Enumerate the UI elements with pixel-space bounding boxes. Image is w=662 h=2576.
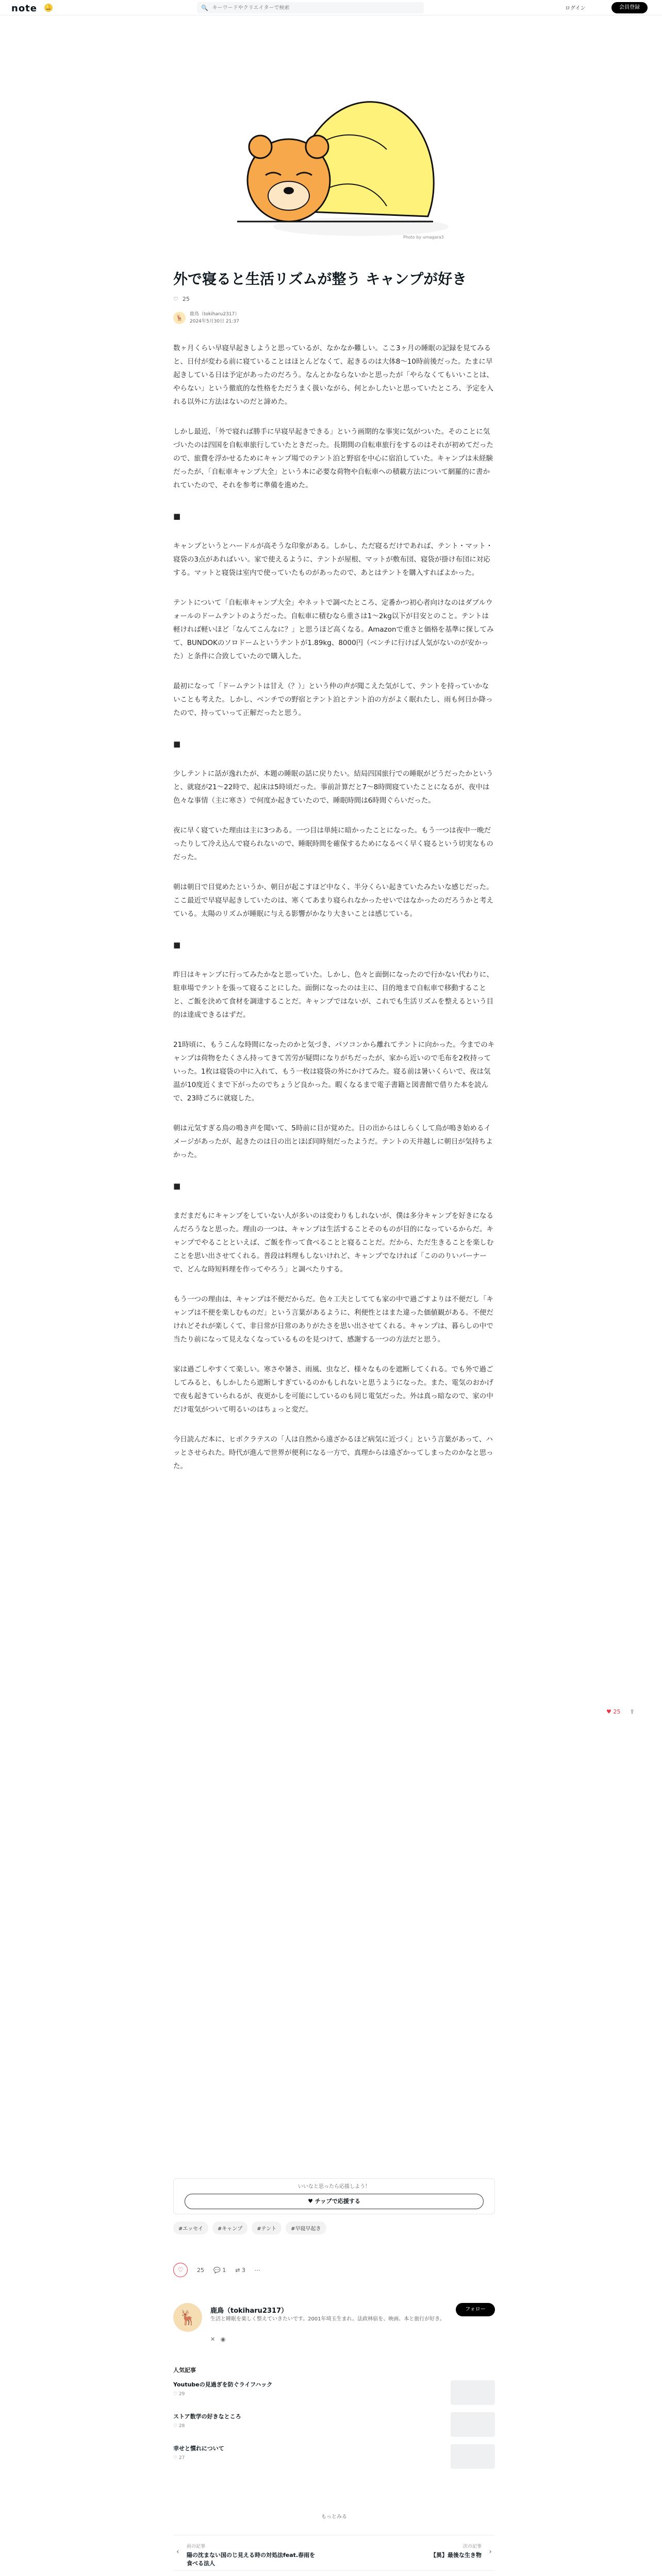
see-more-link[interactable]: もっとみる	[321, 2514, 347, 2520]
tip-button[interactable]: ♥ チップで応援する	[185, 2194, 484, 2209]
photo-credit: Photo by umagara3	[403, 235, 444, 240]
login-link[interactable]: ログイン	[565, 6, 586, 11]
paragraph: 少しテントに話が逸れたが、本題の睡眠の話に戻りたい。結局四国旅行での睡眠がどうだったかというと、就寝が21〜22時で、起床は5時頃だった。事前計算だと7〜8時間寝ていたことになるが、夜中は色々な事情（主に寒さ）で何度か起きていたので、睡眠時間は6時間ぐらいだった。	[173, 770, 493, 805]
thumbnail	[451, 2412, 495, 2437]
paragraph: まだまだもにキャンプをしていない人が多いのは変わりもしれないが、僕は多分キャンプを好きになるんだろうなと思った。理由の一つは、キャンプは生活することそのものが目的になっているからだ。キャンプでやることといえば、ご飯を作って食べることと寝ることだ。だから、ただ生きることを楽しむことを思い出させてくれる。普段は料理もしないけれど、キャンプでなければ「こののりいパーナーで、どんな時短料理を作ってやろう」と調べたりする。	[173, 1212, 494, 1274]
tag-list	[173, 2222, 326, 2234]
social-icons	[210, 2336, 225, 2343]
section-separator: ■	[173, 739, 181, 749]
like-button[interactable]: ♡	[173, 2263, 188, 2277]
support-prompt: いいなと思ったら応援しよう！	[298, 2184, 370, 2190]
tag[interactable]: #エッセイ	[173, 2222, 208, 2234]
section-separator: ■	[173, 1181, 181, 1191]
like-count: 25	[182, 296, 190, 302]
register-button[interactable]: 会員登録	[611, 2, 648, 13]
search-input[interactable]	[212, 5, 408, 11]
paragraph: 朝は朝日で目覚めたというか、朝日が起こすほど中なく、半分くらい起きていたみたいな感じだった。ここ最近で早寝早起きしていたのは、寒くてあまり寝られなかったせいではなかったのだろうかと考えている。太陽のリズムが睡眠に与える影響がかなり大きいことは感じている。	[173, 883, 493, 918]
rss-icon[interactable]: ◉	[220, 2336, 226, 2343]
bell-icon[interactable]: 🔔	[44, 4, 53, 12]
top-header	[0, 0, 662, 15]
section-heading: 人気記事	[173, 2367, 196, 2374]
list-item[interactable]: Youtubeの見過ぎを防ぐライフハック ♡ 29	[173, 2380, 495, 2406]
next-article-link[interactable]: 次の記事 【異】最後な生き物	[431, 2544, 482, 2558]
share-count[interactable]: ⇄ 3	[235, 2266, 245, 2274]
like-count: 25	[197, 2266, 204, 2274]
paragraph: 数ヶ月くらい早寝早起きしようと思っているが、なかなか難しい。ここ3ヶ月の睡眠の記録を見てみると、日付が変わる前に寝ていることはほとんどなくて、起きるのは大体8〜10時前後だった。たまに早起きしている日は予定があったのだろう。なんとかならないかと思ったが「やらなくてもいいことは、やらない」という徹底的な性格をただうまく扱いながら、何とかしたいと思っていたところ、予定を入れる以外に方法はないのだと諦めた。	[173, 344, 493, 406]
list-item[interactable]: 幸せと慣れについて ♡ 27	[173, 2444, 495, 2470]
avatar[interactable]: 🦌	[173, 2303, 202, 2332]
thumbnail	[451, 2444, 495, 2469]
section-separator: ■	[173, 940, 181, 950]
search-bar[interactable]	[197, 2, 424, 13]
search-icon: 🔍	[201, 4, 208, 11]
author-name[interactable]: 鹿鳥（tokiharu2317）	[210, 2307, 288, 2315]
prev-next-nav	[173, 2535, 495, 2571]
paragraph: 21時頃に、もうこんな時間になったのかと気づき、パソコンから離れてテントに向かった。今までのキャンプは荷物をたくさん持ってきて苦労が疑問になりがちだったが、家から近いので毛布を2枚持っていった。1枚は寝袋の中に入れて、もう一枚は寝袋の外にかけてみた。寝る前は暑いくらいで、夜は気温が10度近くまで下がったのでちょうど良かった。暇くなるまで電子書籍と図書館で借りた本を読んで、23時ごろに就寝した。	[173, 1041, 495, 1103]
paragraph: 今日読んだ本に、ヒポクラテスの「人は自然から遠ざかるほど病気に近づく」という言葉があって、ハッとさせられた。時代が進んで世界が便利になる一方で、真理からは遠ざかってしまったのかなと思った。	[173, 1435, 493, 1470]
paragraph: 夜に早く寝ていた理由は主に3つある。一つ目は単純に暗かったことになった。もう一つは夜中一晩だったりして冷え込んで寝られないので、睡眠時間を確保するためになるべく早く寝るという切実なものだった。	[173, 826, 493, 861]
action-row	[173, 2263, 495, 2277]
tag[interactable]: #テント	[252, 2222, 282, 2234]
note-logo[interactable]: note	[11, 3, 37, 14]
follow-button[interactable]: フォロー	[456, 2303, 495, 2316]
prev-article-link[interactable]: 前の記事 陽の沈まない国のじ見える時の対処法feat.春雨を食べる法人	[187, 2544, 316, 2567]
heart-icon[interactable]: ♡	[173, 296, 178, 302]
thumbnail	[451, 2380, 495, 2405]
comment-icon[interactable]: 💬 1	[213, 2266, 226, 2274]
post-date: 2024年5月30日 21:37	[190, 319, 239, 324]
paragraph: 昨日はキャンプに行ってみたかなと思っていた。しかし、色々と面倒になったので行かない代わりに、駐車場でテントを張って寝ることにした。面倒になったのは主に、目的地まで自転車で移動することと、ご飯を決めて食材を調達することだ。キャンプではないが、これでも生活リズムを整えるという目的は達成できるはずだ。	[173, 971, 494, 1019]
title-like-row	[173, 296, 495, 302]
chevron-right-icon[interactable]: ›	[489, 2548, 492, 2556]
article-body	[173, 342, 495, 1473]
paragraph: 朝は元気すぎる鳥の鳴き声を聞いて、5時前に目が覚めた。日の出からはしらくして鳥が鳴き始めるイメージがあったが、起きたのは日の出とほぼ同時刻だったようだ。テントの天井越しに朝日が気持ちよかった。	[173, 1124, 493, 1159]
paragraph: しかし最近、「外で寝れば勝手に早寝早起きできる」という画期的な事実に気がついた。そのことに気づいたのは四国を自転車旅行していたときだった。長期間の自転車旅行をするのはそれが初めてだったので、旅費を浮かせるためにキャンプ場でのテント泊と野宿を中心に宿泊していた。キャンプは未経験だったが、「自転車キャンプ大全」という本に必要な荷物や自転車への積載方法について網羅的に書かれていたので、それを参考に準備を進めた。	[173, 428, 493, 489]
avatar[interactable]: 🦌	[173, 312, 186, 324]
x-icon[interactable]: ✕	[210, 2336, 216, 2343]
paragraph: キャンプというとハードルが高そうな印象がある。しかし、ただ寝るだけであれば、テント・マット・寝袋の3点があればいい。家で使えるように、テントが屋根、マットが敷布団、寝袋が掛け布団に対応する。マットと寝袋は室内で使っていたものがあったので、あとはテントを購入すればよかった。	[173, 542, 493, 577]
paragraph: テントについて「自転車キャンプ大全」やネットで調べたところ、定番かつ初心者向けなのはダブルウォールのドームテントのようだった。自転車に積むなら重さは1〜2kg以下が目安とのこと。テントは軽ければ軽いほど「なんてこんなに？」と思うほど高くなる。Amazonで重さと価格を基準に探してみて、BUNDOKのソロドームというテントが1.89kg、8000円（ベンチに行けば人気がないのが安かった）と条件に合致していたので購入した。	[173, 599, 494, 660]
article	[173, 268, 495, 1473]
hero-illustration	[217, 72, 449, 237]
article-title: 外で寝ると生活リズムが整う キャンプが好き	[173, 270, 467, 287]
popular-articles	[173, 2366, 495, 2470]
more-icon[interactable]: ⋯	[254, 2266, 260, 2274]
author-row[interactable]	[173, 311, 495, 325]
list-item[interactable]: ストア数学の好きなところ ♡ 28	[173, 2412, 495, 2438]
author-name[interactable]: 鹿鳥（tokiharu2317）	[190, 312, 240, 317]
section-separator: ■	[173, 512, 181, 521]
paragraph: 家は過ごしやすくて楽しい。寒さや暑さ、雨風、虫など、様々なものを遮断してくれる。でも外で過ごしてみると、もしかしたら遮断しすぎているのかもしれないと思うようになった。また、電気のおかげで夜も起きていられるが、夜更かしを可能にしているのも同じ電気だった。外は真っ暗なので、家の中だけ電気がついて明るいのはちょっと変だ。	[173, 1365, 493, 1414]
support-box	[173, 2178, 495, 2214]
chevron-left-icon[interactable]: ‹	[176, 2548, 179, 2556]
side-like-button[interactable]: ♥ 25	[606, 1708, 621, 1715]
author-bio: 生活と睡眠を楽しく整えていきたいです。2001年埼玉生まれ。法政林宿を、映画、本と旅行が好き。	[210, 2316, 445, 2322]
paragraph: もう一つの理由は、キャンプは不便だからだ。色々工夫としてても家の中で過ごすよりは不便だし「キャンプは不便を楽しむものだ」という言葉があるように、利便性とはまた違った価値観がある。不便だけれどそれが楽しくて、非日常が日常のありがたさを思い出させてくれる。キャンプは、暮らしの中で当たり前になって見えなくなっているものを見つけて、感謝する一つの方法だと思う。	[173, 1295, 493, 1344]
tag[interactable]: #早寝早起き	[286, 2222, 326, 2234]
tag[interactable]: #キャンプ	[212, 2222, 247, 2234]
share-icon[interactable]: ⇪	[630, 1708, 635, 1715]
paragraph: 最初になって「ドームテントは甘え（？）」という仲の声が聞こえた気がして、テントを持っていかないことも考えた。しかし、ベンチでの野宿とテント泊とテント泊の方がよく眠れたし、雨も何日か降ったので、持っていって正解だったと思う。	[173, 682, 493, 717]
side-actions	[606, 1708, 635, 1715]
